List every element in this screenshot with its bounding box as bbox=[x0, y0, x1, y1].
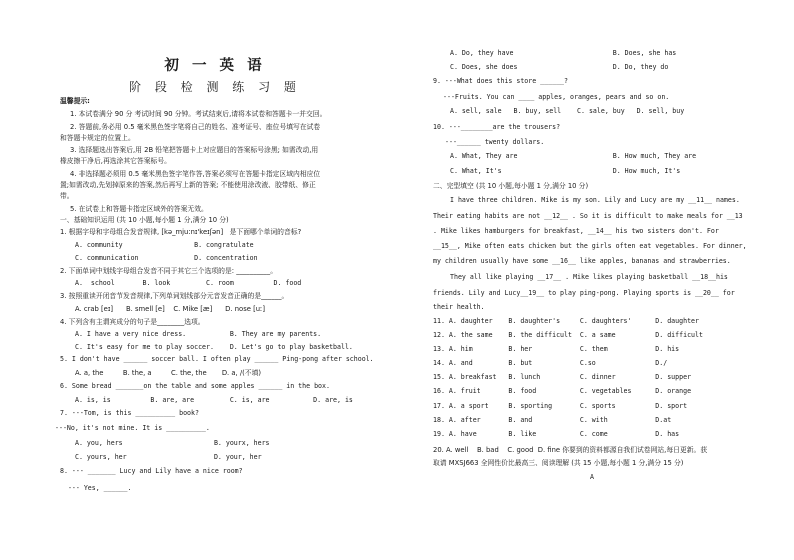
right-line: 20. A. well B. bad C. good D. fine 你要到的资料都源自我们试卷网站,每日更新。获 bbox=[433, 446, 708, 454]
right-line: 11. A. daughter B. daughter's C. daughters' D. daughter bbox=[433, 317, 699, 325]
right-line: my children usually have some __16__ like apples, bananas and strawberries. bbox=[433, 257, 731, 265]
right-line: 16. A. fruit B. food C. vegetables D. orange bbox=[433, 387, 692, 395]
left-line: 1. 本试卷满分 90 分 考试时间 90 分钟。考试结束后,请将本试卷和答题卡一并交回。 bbox=[70, 110, 327, 118]
right-line: . Mike likes hamburgers for breakfast, __14__ his two sisters don't. For bbox=[433, 227, 719, 235]
right-line: their health. bbox=[433, 303, 485, 311]
right-line: 10. ---________are the trousers? bbox=[433, 123, 561, 131]
left-line: 5. 在试卷上和答题卡指定区域外的答案无效。 bbox=[70, 205, 208, 213]
left-line: A. community B. congratulate bbox=[75, 241, 254, 249]
left-line: A. crab [eɪ] B. smell [e] C. Mike [æ] D. nose [uː] bbox=[75, 305, 265, 313]
left-line: 一、基础知识运用 (共 10 小题,每小题 1 分,满分 10 分) bbox=[60, 216, 229, 224]
left-line: --- Yes, ______. bbox=[60, 484, 132, 492]
right-line: 9. ---What does this store ______? bbox=[433, 77, 568, 85]
left-line: 7. ---Tom, is this __________ book? bbox=[60, 409, 199, 417]
left-line: C. yours, her D. your, her bbox=[75, 453, 262, 461]
right-line: A. Do, they have B. Does, she has bbox=[450, 49, 677, 57]
left-line: C. It's easy for me to play soccer. D. Let's go to play basketball. bbox=[75, 343, 353, 351]
page-subtitle: 阶 段 检 测 练 习 题 bbox=[129, 80, 301, 94]
right-line: 18. A. after B. and C. with D.at bbox=[433, 416, 672, 424]
right-line: They all like playing __17__ . Mike likes playing basketball __18__his bbox=[450, 273, 728, 281]
right-line: 15. A. breakfast B. lunch C. dinner D. supper bbox=[433, 373, 692, 381]
right-line: C. What, It's D. How much, It's bbox=[450, 167, 681, 175]
right-line: 二、完型填空 (共 10 小题,每小题 1 分,满分 10 分) bbox=[433, 182, 589, 190]
right-line: A. sell, sale B. buy, sell C. sale, buy D. sell, buy bbox=[450, 107, 685, 115]
right-line: A. What, They are B. How much, They are bbox=[450, 152, 697, 160]
right-line: 12. A. the same B. the difficult C. a same D. difficult bbox=[433, 331, 703, 339]
left-line: 橡皮擦干净后,再选涂其它答案标号。 bbox=[60, 157, 171, 165]
right-line: 14. A. and B. but C.so D./ bbox=[433, 359, 668, 367]
right-line: 17. A. a sport B. sporting C. sports D. sport bbox=[433, 402, 688, 410]
left-line: 8. --- _______ Lucy and Lily have a nice room? bbox=[60, 467, 243, 475]
right-line: Their eating habits are not __12__ . So it is difficult to make meals for __13 bbox=[433, 212, 743, 220]
left-line: A. you, hers B. yourx, hers bbox=[75, 439, 270, 447]
left-line: A. is, is B. are, are C. is, are D. are, is bbox=[75, 396, 353, 404]
right-line: I have three children. Mike is my son. Lily and Lucy are my __11__ names. bbox=[450, 196, 740, 204]
page-title: 初 一 英 语 bbox=[164, 58, 266, 74]
right-line: ---______ twenty dollars. bbox=[445, 138, 545, 146]
left-line: 1. 根据字母和字母组合发音规律, [kə_mju:nɪ'keɪʃən] 是下面哪个单词的音标? bbox=[60, 228, 302, 236]
left-line: 3. 选择题选出答案后,用 2B 铅笔把答题卡上对应题目的答案标号涂黑; 如需改动,用 bbox=[70, 146, 319, 154]
left-line: 5. I don't have ______ soccer ball. I often play ______ Ping-pong after school. bbox=[60, 355, 374, 363]
left-line: 6. Some bread _______on the table and some apples ______ in the box. bbox=[60, 382, 330, 390]
left-line: 2. 答题前,务必用 0.5 毫米黑色签字笔将自己的姓名、准考证号、座位号填写在试卷 bbox=[70, 123, 321, 131]
left-line: 置;如需改动,先划掉原来的答案,然后再写上新的答案; 不能使用涂改液、胶带纸、修正 bbox=[60, 181, 316, 189]
left-line: C. communication D. concentration bbox=[75, 254, 258, 262]
right-line: 13. A. him B. her C. them D. his bbox=[433, 345, 680, 353]
left-line: A. a, the B. the, a C. the, the D. a, /(不填) bbox=[75, 369, 262, 377]
right-line: A bbox=[590, 473, 594, 481]
left-line: 3. 按照重读开闭音节发音规律,下列单词划线部分元音发音正确的是______。 bbox=[60, 292, 289, 300]
right-line: C. Does, she does D. Do, they do bbox=[450, 63, 669, 71]
left-line: 4. 下列含有主谓宾成分的句子是________选项。 bbox=[60, 318, 205, 326]
right-line: 19. A. have B. like C. come D. has bbox=[433, 430, 680, 438]
right-line: __15__, Mike often eats chicken but the girls often eat vegetables. For dinner, bbox=[433, 242, 747, 250]
left-line: A. school B. look C. room D. food bbox=[75, 279, 302, 287]
left-line: ---No, it's not mine. It is __________. bbox=[55, 424, 210, 432]
left-line: 4. 非选择题必须用 0.5 毫米黑色签字笔作答,答案必须写在答题卡指定区域内相应位 bbox=[70, 170, 321, 178]
left-line: 和答题卡规定的位置上。 bbox=[60, 134, 135, 142]
left-line: 带。 bbox=[60, 192, 74, 200]
right-line: 取请 MXSJ663 全网性价比最高三、阅读理解 (共 15 小题,每小题 1 分,满分 15 分) bbox=[433, 459, 684, 467]
left-line: 2. 下面单词中划线字母组合发音不同于其它三个选项的是: __________。 bbox=[60, 267, 278, 275]
tips-header: 温馨提示: bbox=[60, 97, 90, 105]
left-line: A. I have a very nice dress. B. They are my parents. bbox=[75, 330, 322, 338]
right-line: ---Fruits. You can ____ apples, oranges, pears and so on. bbox=[443, 93, 670, 101]
right-line: friends. Lily and Lucy__19__ to play ping-pong. Playing sports is __20__ for bbox=[433, 289, 735, 297]
